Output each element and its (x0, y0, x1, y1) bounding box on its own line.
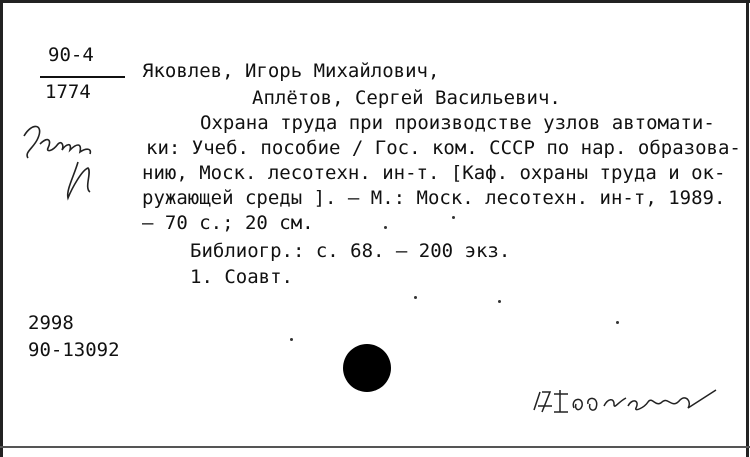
card-bottom-border (0, 446, 750, 448)
punch-hole (343, 344, 391, 392)
coauthor-heading: Аплётов, Сергей Васильевич. (252, 87, 561, 109)
paper-speck (414, 296, 417, 299)
title-line-5: – 70 с.; 20 см. (142, 212, 314, 234)
shelfmark-bottom: 1774 (45, 81, 91, 103)
order-number: 90-13092 (28, 339, 120, 361)
card-left-border (0, 0, 3, 457)
paper-speck (384, 226, 387, 229)
paper-speck (290, 338, 293, 341)
author-heading: Яковлев, Игорь Михайлович, (142, 60, 440, 82)
title-line-3: нию, Моск. лесотехн. ин-т. [Каф. охраны труда и ок- (142, 162, 726, 184)
shelfmark-top: 90-4 (48, 44, 94, 66)
handwritten-date-signature (530, 384, 720, 418)
shelfmark-rule (40, 76, 125, 78)
paper-speck (616, 321, 619, 324)
paper-speck (498, 300, 501, 303)
paper-speck (452, 216, 455, 219)
handwritten-margin-note (18, 118, 108, 208)
card-top-border (0, 0, 750, 3)
title-line-4: ружающей среды ]. – М.: Моск. лесотехн. ин-т, 1989. (142, 187, 726, 209)
tracing-note: 1. Соавт. (190, 266, 293, 288)
bibliography-note: Библиогр.: с. 68. – 200 экз. (190, 240, 511, 262)
title-line-2: ки: Учеб. пособие / Гос. ком. СССР по нар. образова- (146, 137, 741, 159)
card-right-border (746, 0, 749, 457)
title-line-1: Охрана труда при производстве узлов автомати- (200, 112, 715, 134)
inventory-number: 2998 (28, 312, 74, 334)
